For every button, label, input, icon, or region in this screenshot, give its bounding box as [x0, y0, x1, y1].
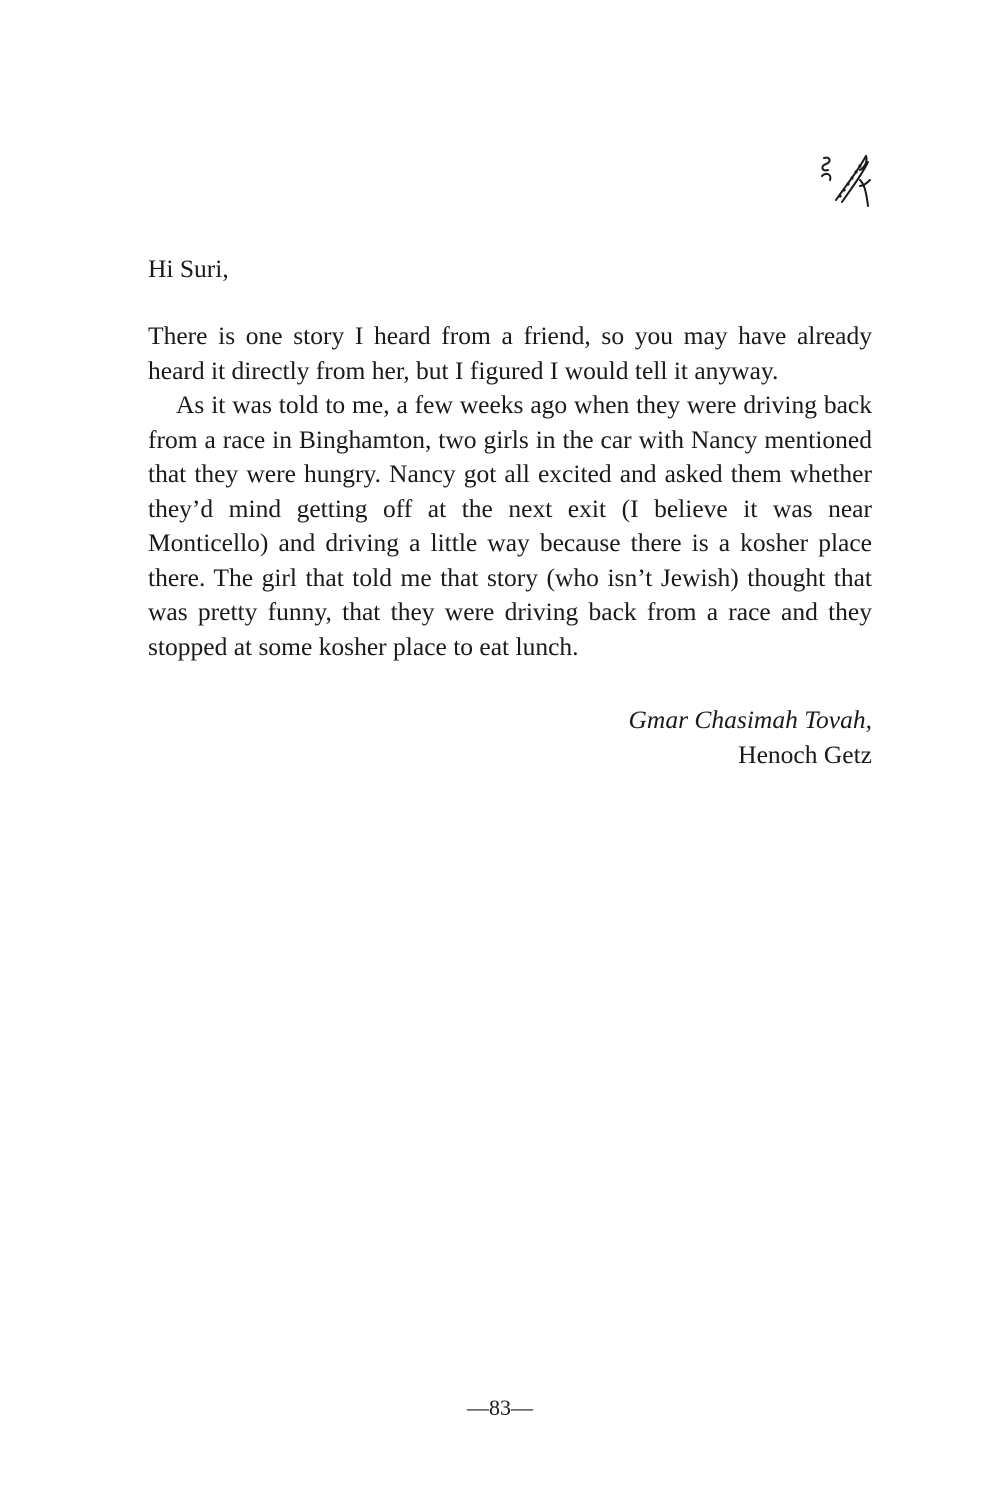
- page-number: —83—: [467, 1395, 533, 1420]
- letter-closing: [629, 703, 872, 772]
- floral-ornament-icon: [814, 150, 874, 210]
- sign-off: Gmar Chasimah Tovah,: [628, 705, 872, 734]
- signature: Henoch Getz: [738, 739, 872, 769]
- paragraph: There is one story I heard from a friend, so you may have already heard it directly from her, but I figured I would tell it anyway.: [148, 321, 872, 385]
- greeting: Hi Suri,: [148, 254, 229, 283]
- letter-body: [148, 319, 872, 664]
- paragraph: As it was told to me, a few weeks ago when they were driving back from a race in Binghamton, two girls in the car with Nancy mentioned that they were hungry. Nancy got all excited and asked them whether they’d mind getting off at the next exit (I believe it was near Monticello) and driving a little way because there is a kosher place there. The girl that told me that story (who isn’t Jewish) thought that was pretty funny, that they were driving back from a race and they stopped at some kosher place to eat lunch.: [148, 390, 872, 661]
